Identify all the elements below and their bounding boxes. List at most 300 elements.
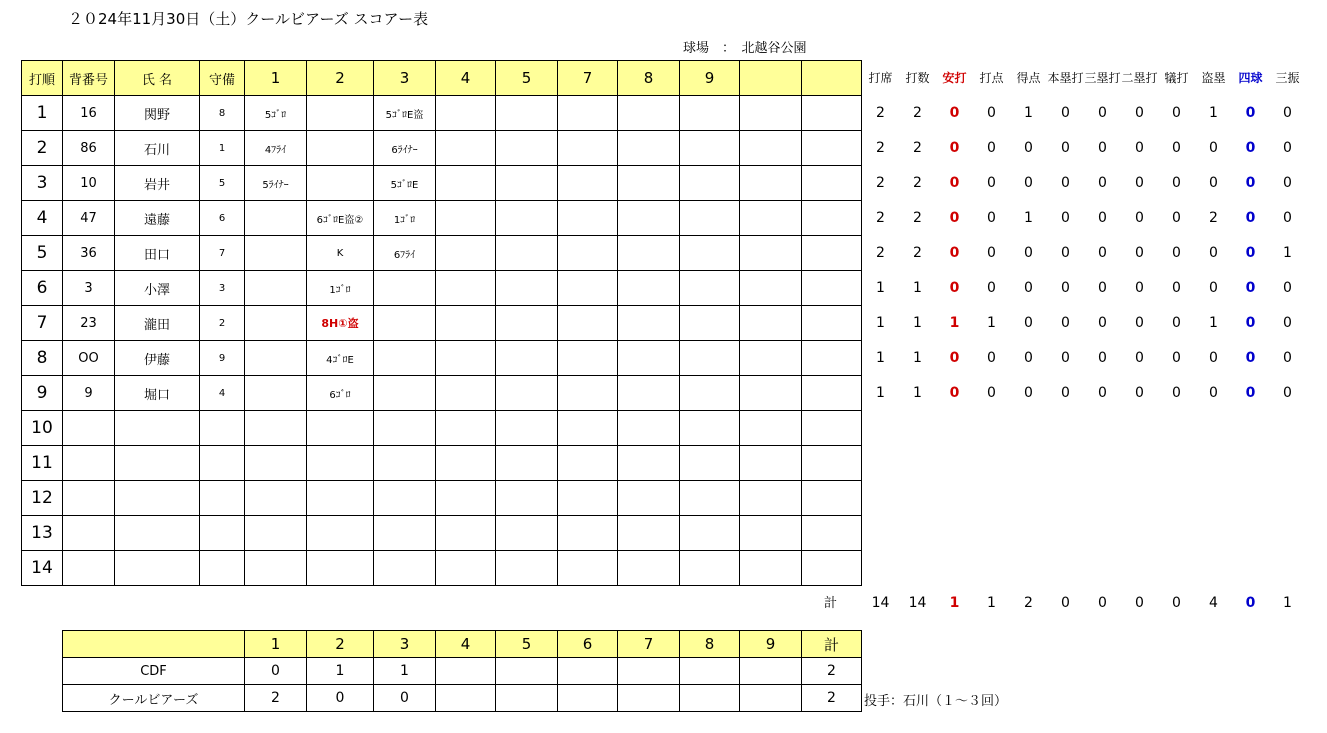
line-header-cell: 4 bbox=[436, 631, 496, 658]
stats-cell: 2 bbox=[876, 139, 885, 156]
stats-cell: 0 bbox=[1209, 174, 1218, 191]
at-bat-result bbox=[618, 551, 680, 586]
uniform-number bbox=[63, 411, 115, 446]
uniform-number: OO bbox=[63, 341, 115, 376]
stats-cell: 0 bbox=[1245, 139, 1256, 156]
at-bat-result bbox=[618, 516, 680, 551]
stats-cell: 1 bbox=[913, 279, 922, 296]
line-header-cell: 5 bbox=[496, 631, 558, 658]
position bbox=[200, 411, 245, 446]
at-bat-result: 1ｺﾞﾛ bbox=[374, 201, 436, 236]
stats-cell: 0 bbox=[1024, 279, 1033, 296]
stats-cell: 0 bbox=[1024, 139, 1033, 156]
batter-row bbox=[22, 551, 862, 586]
stats-cell: 0 bbox=[1024, 314, 1033, 331]
inning-runs: 2 bbox=[245, 685, 307, 712]
at-bat-result bbox=[802, 341, 862, 376]
at-bat-result bbox=[802, 96, 862, 131]
at-bat-result bbox=[618, 236, 680, 271]
stats-cell: 0 bbox=[987, 384, 996, 401]
at-bat-result bbox=[740, 411, 802, 446]
at-bat-result bbox=[245, 446, 307, 481]
position: 7 bbox=[200, 236, 245, 271]
at-bat-result bbox=[558, 131, 618, 166]
at-bat-result bbox=[558, 166, 618, 201]
stats-cell: 0 bbox=[949, 279, 960, 296]
uniform-number: 23 bbox=[63, 306, 115, 341]
inning-runs bbox=[436, 658, 496, 685]
player-name bbox=[115, 446, 200, 481]
stats-cell: 1 bbox=[1209, 314, 1218, 331]
venue-label: 球場 ： 北越谷公園 bbox=[683, 41, 807, 56]
at-bat-result bbox=[680, 481, 740, 516]
stats-cell: 0 bbox=[1209, 349, 1218, 366]
stats-row bbox=[862, 130, 1306, 165]
stats-cell: 0 bbox=[1098, 174, 1107, 191]
position: 9 bbox=[200, 341, 245, 376]
at-bat-result bbox=[740, 376, 802, 411]
at-bat-result: 5ﾗｲﾅｰ bbox=[245, 166, 307, 201]
at-bat-result bbox=[496, 481, 558, 516]
stats-cell: 0 bbox=[1172, 244, 1181, 261]
at-bat-result bbox=[558, 306, 618, 341]
position: 8 bbox=[200, 96, 245, 131]
stats-cell: 2 bbox=[876, 244, 885, 261]
position: 1 bbox=[200, 131, 245, 166]
batter-row bbox=[22, 131, 862, 166]
stats-header-cell: 安打 bbox=[942, 71, 967, 85]
stats-header-cell: 得点 bbox=[1016, 71, 1041, 85]
pitcher-note: 投手：石川（１～３回） bbox=[864, 694, 1008, 709]
stats-spacer-row bbox=[862, 410, 1306, 445]
stats-cell: 0 bbox=[987, 174, 996, 191]
at-bat-result bbox=[307, 131, 374, 166]
at-bat-result bbox=[740, 341, 802, 376]
uniform-number bbox=[63, 551, 115, 586]
batter-row bbox=[22, 446, 862, 481]
stats-cell: 0 bbox=[1172, 279, 1181, 296]
stats-cell: 0 bbox=[1061, 174, 1070, 191]
at-bat-result bbox=[245, 201, 307, 236]
stats-cell: 0 bbox=[987, 349, 996, 366]
player-name bbox=[115, 411, 200, 446]
batting-order: 7 bbox=[22, 306, 63, 341]
stats-cell: 0 bbox=[987, 139, 996, 156]
score-header-cell: 1 bbox=[245, 61, 307, 96]
at-bat-result bbox=[802, 271, 862, 306]
batter-row bbox=[22, 411, 862, 446]
at-bat-result bbox=[496, 516, 558, 551]
at-bat-result bbox=[436, 201, 496, 236]
batting-order: 2 bbox=[22, 131, 63, 166]
stats-cell: 0 bbox=[1172, 384, 1181, 401]
stats-row bbox=[862, 375, 1306, 410]
at-bat-result bbox=[680, 551, 740, 586]
stats-header-cell: 三振 bbox=[1275, 71, 1300, 85]
stats-spacer-row bbox=[862, 480, 1306, 515]
stats-spacer-row bbox=[862, 550, 1306, 585]
stats-cell: 2 bbox=[913, 209, 922, 226]
stats-cell: 0 bbox=[949, 384, 960, 401]
position: 4 bbox=[200, 376, 245, 411]
at-bat-result bbox=[245, 341, 307, 376]
score-header-cell: 8 bbox=[618, 61, 680, 96]
stats-cell: 0 bbox=[1061, 244, 1070, 261]
stats-row bbox=[862, 165, 1306, 200]
at-bat-result: 5ｺﾞﾛE bbox=[374, 166, 436, 201]
batter-row bbox=[22, 306, 862, 341]
stats-cell: 0 bbox=[1172, 104, 1181, 121]
inning-runs: 0 bbox=[307, 685, 374, 712]
score-header-cell: 4 bbox=[436, 61, 496, 96]
at-bat-result bbox=[618, 271, 680, 306]
score-header-cell: 9 bbox=[680, 61, 740, 96]
uniform-number: 36 bbox=[63, 236, 115, 271]
stats-total-cell: 0 bbox=[1135, 594, 1144, 611]
score-header-cell: 打順 bbox=[22, 61, 63, 96]
stats-cell: 0 bbox=[1283, 139, 1292, 156]
inning-runs bbox=[740, 658, 802, 685]
batter-row bbox=[22, 516, 862, 551]
at-bat-result bbox=[307, 481, 374, 516]
stats-cell: 0 bbox=[1245, 174, 1256, 191]
stats-header-cell: 打点 bbox=[979, 71, 1004, 85]
stats-cell: 0 bbox=[1245, 349, 1256, 366]
batting-order: 4 bbox=[22, 201, 63, 236]
position bbox=[200, 446, 245, 481]
at-bat-result bbox=[802, 201, 862, 236]
batter-row bbox=[22, 271, 862, 306]
at-bat-result bbox=[496, 271, 558, 306]
batting-order: 14 bbox=[22, 551, 63, 586]
at-bat-result bbox=[307, 96, 374, 131]
stats-cell: 0 bbox=[1135, 314, 1144, 331]
at-bat-result bbox=[558, 341, 618, 376]
stats-cell: 1 bbox=[1024, 209, 1033, 226]
batter-row bbox=[22, 236, 862, 271]
at-bat-result bbox=[496, 166, 558, 201]
stats-cell: 0 bbox=[1245, 104, 1256, 121]
inning-runs bbox=[680, 685, 740, 712]
inning-runs bbox=[740, 685, 802, 712]
at-bat-result bbox=[245, 306, 307, 341]
stats-cell: 0 bbox=[1135, 174, 1144, 191]
position: 6 bbox=[200, 201, 245, 236]
at-bat-result bbox=[307, 166, 374, 201]
batter-row bbox=[22, 376, 862, 411]
stats-cell: 0 bbox=[1283, 314, 1292, 331]
stats-cell: 0 bbox=[1024, 349, 1033, 366]
score-header-cell: 背番号 bbox=[63, 61, 115, 96]
stats-row bbox=[862, 270, 1306, 305]
uniform-number: 86 bbox=[63, 131, 115, 166]
at-bat-result bbox=[558, 236, 618, 271]
at-bat-result bbox=[680, 236, 740, 271]
stats-cell: 0 bbox=[1061, 349, 1070, 366]
stats-cell: 1 bbox=[913, 314, 922, 331]
stats-cell: 0 bbox=[1098, 244, 1107, 261]
team-name: CDF bbox=[63, 658, 245, 685]
team-total: 2 bbox=[802, 658, 862, 685]
stats-cell: 2 bbox=[876, 209, 885, 226]
stats-cell: 1 bbox=[876, 279, 885, 296]
batter-row bbox=[22, 481, 862, 516]
batter-row bbox=[22, 96, 862, 131]
player-name: 石川 bbox=[115, 131, 200, 166]
stats-total-cell: 14 bbox=[871, 594, 890, 611]
stats-row bbox=[862, 200, 1306, 235]
score-header-cell bbox=[740, 61, 802, 96]
at-bat-result bbox=[740, 201, 802, 236]
at-bat-result bbox=[558, 96, 618, 131]
player-name bbox=[115, 481, 200, 516]
stats-cell: 2 bbox=[1209, 209, 1218, 226]
at-bat-result bbox=[558, 446, 618, 481]
stats-cell: 0 bbox=[987, 209, 996, 226]
stats-cell: 0 bbox=[1061, 104, 1070, 121]
at-bat-result bbox=[680, 271, 740, 306]
at-bat-result bbox=[436, 376, 496, 411]
at-bat-result bbox=[740, 516, 802, 551]
at-bat-result bbox=[558, 271, 618, 306]
at-bat-result bbox=[680, 341, 740, 376]
stats-cell: 0 bbox=[1024, 174, 1033, 191]
at-bat-result: 5ｺﾞﾛ bbox=[245, 96, 307, 131]
position: 5 bbox=[200, 166, 245, 201]
at-bat-result bbox=[436, 341, 496, 376]
at-bat-result bbox=[802, 411, 862, 446]
at-bat-result bbox=[245, 551, 307, 586]
stats-header-cell: 打席 bbox=[868, 71, 893, 85]
uniform-number: 9 bbox=[63, 376, 115, 411]
stats-total-cell: 1 bbox=[1283, 594, 1292, 611]
stats-cell: 0 bbox=[1209, 139, 1218, 156]
at-bat-result: 6ﾗｲﾅｰ bbox=[374, 131, 436, 166]
at-bat-result bbox=[496, 131, 558, 166]
stats-cell: 0 bbox=[949, 209, 960, 226]
at-bat-result bbox=[680, 516, 740, 551]
stats-total-cell: 1 bbox=[949, 594, 960, 611]
stats-cell: 1 bbox=[1283, 244, 1292, 261]
stats-cell: 0 bbox=[1245, 244, 1256, 261]
stats-cell: 0 bbox=[1135, 349, 1144, 366]
position: 3 bbox=[200, 271, 245, 306]
inning-runs: 1 bbox=[374, 658, 436, 685]
stats-cell: 0 bbox=[1135, 384, 1144, 401]
at-bat-result bbox=[436, 516, 496, 551]
stats-cell: 0 bbox=[1283, 384, 1292, 401]
stats-cell: 0 bbox=[1172, 139, 1181, 156]
at-bat-result bbox=[618, 96, 680, 131]
inning-runs bbox=[618, 658, 680, 685]
at-bat-result bbox=[307, 411, 374, 446]
at-bat-result bbox=[558, 376, 618, 411]
stats-cell: 0 bbox=[1209, 244, 1218, 261]
at-bat-result bbox=[558, 481, 618, 516]
stats-cell: 2 bbox=[913, 104, 922, 121]
at-bat-result bbox=[374, 516, 436, 551]
stats-cell: 0 bbox=[1283, 349, 1292, 366]
at-bat-result bbox=[680, 201, 740, 236]
stats-cell: 1 bbox=[876, 349, 885, 366]
at-bat-result bbox=[374, 481, 436, 516]
at-bat-result bbox=[496, 411, 558, 446]
at-bat-result bbox=[740, 96, 802, 131]
at-bat-result bbox=[680, 411, 740, 446]
at-bat-result bbox=[740, 551, 802, 586]
line-team-row bbox=[63, 658, 862, 685]
at-bat-result bbox=[496, 236, 558, 271]
at-bat-result bbox=[245, 376, 307, 411]
at-bat-result bbox=[558, 201, 618, 236]
at-bat-result bbox=[558, 551, 618, 586]
stats-cell: 0 bbox=[987, 244, 996, 261]
at-bat-result: 4ｺﾞﾛE bbox=[307, 341, 374, 376]
at-bat-result: K bbox=[307, 236, 374, 271]
score-header-cell: 氏 名 bbox=[115, 61, 200, 96]
stats-cell: 0 bbox=[1061, 279, 1070, 296]
stats-cell: 0 bbox=[1209, 279, 1218, 296]
at-bat-result bbox=[740, 236, 802, 271]
uniform-number: 10 bbox=[63, 166, 115, 201]
stats-row bbox=[862, 235, 1306, 270]
at-bat-result: 6ﾌﾗｲ bbox=[374, 236, 436, 271]
stats-total-cell: 0 bbox=[1245, 594, 1256, 611]
at-bat-result bbox=[680, 376, 740, 411]
totals-label: 計 bbox=[824, 596, 838, 611]
at-bat-result: 5ｺﾞﾛE盗 bbox=[374, 96, 436, 131]
at-bat-result bbox=[740, 481, 802, 516]
stats-cell: 1 bbox=[913, 384, 922, 401]
player-name: 関野 bbox=[115, 96, 200, 131]
line-header-cell: 計 bbox=[802, 631, 862, 658]
stats-cell: 1 bbox=[1209, 104, 1218, 121]
at-bat-result bbox=[436, 96, 496, 131]
at-bat-result bbox=[245, 481, 307, 516]
at-bat-result bbox=[374, 446, 436, 481]
inning-runs bbox=[558, 685, 618, 712]
team-total: 2 bbox=[802, 685, 862, 712]
at-bat-result bbox=[618, 131, 680, 166]
batter-row bbox=[22, 166, 862, 201]
player-name: 遠藤 bbox=[115, 201, 200, 236]
at-bat-result bbox=[802, 446, 862, 481]
stats-table bbox=[862, 60, 1306, 620]
stats-cell: 0 bbox=[1172, 314, 1181, 331]
stats-cell: 2 bbox=[913, 139, 922, 156]
stats-cell: 0 bbox=[1283, 104, 1292, 121]
at-bat-result bbox=[496, 96, 558, 131]
stats-cell: 0 bbox=[949, 104, 960, 121]
batting-order: 9 bbox=[22, 376, 63, 411]
stats-cell: 0 bbox=[1283, 209, 1292, 226]
stats-cell: 2 bbox=[913, 174, 922, 191]
player-name: 伊藤 bbox=[115, 341, 200, 376]
line-team-row bbox=[63, 685, 862, 712]
stats-cell: 0 bbox=[1024, 244, 1033, 261]
score-header-cell: 3 bbox=[374, 61, 436, 96]
stats-header-cell: 三塁打 bbox=[1084, 71, 1121, 85]
stats-total-cell: 0 bbox=[1098, 594, 1107, 611]
stats-cell: 0 bbox=[1172, 174, 1181, 191]
at-bat-result bbox=[618, 376, 680, 411]
stats-header-cell: 打数 bbox=[905, 71, 930, 85]
batting-order: 11 bbox=[22, 446, 63, 481]
stats-cell: 0 bbox=[1061, 384, 1070, 401]
stats-spacer-row bbox=[862, 445, 1306, 480]
stats-total-cell: 1 bbox=[987, 594, 996, 611]
at-bat-result bbox=[374, 306, 436, 341]
at-bat-result bbox=[802, 516, 862, 551]
at-bat-result: 4ﾌﾗｲ bbox=[245, 131, 307, 166]
position bbox=[200, 481, 245, 516]
stats-cell: 0 bbox=[987, 279, 996, 296]
page-title: ２０24年11月30日（土）クールビアーズ スコアー表 bbox=[68, 10, 429, 28]
at-bat-result bbox=[680, 166, 740, 201]
stats-header-cell: 四球 bbox=[1238, 71, 1263, 85]
at-bat-result bbox=[496, 446, 558, 481]
score-header-cell bbox=[802, 61, 862, 96]
at-bat-result bbox=[618, 411, 680, 446]
uniform-number: 47 bbox=[63, 201, 115, 236]
line-header-cell: 1 bbox=[245, 631, 307, 658]
at-bat-result bbox=[740, 166, 802, 201]
stats-cell: 1 bbox=[1024, 104, 1033, 121]
player-name: 岩井 bbox=[115, 166, 200, 201]
player-name: 瀧田 bbox=[115, 306, 200, 341]
stats-cell: 0 bbox=[1098, 314, 1107, 331]
at-bat-result bbox=[802, 481, 862, 516]
batting-order: 5 bbox=[22, 236, 63, 271]
at-bat-result bbox=[618, 341, 680, 376]
stats-row bbox=[862, 95, 1306, 130]
at-bat-result bbox=[245, 271, 307, 306]
stats-cell: 0 bbox=[1135, 209, 1144, 226]
stats-cell: 0 bbox=[949, 174, 960, 191]
at-bat-result: 6ｺﾞﾛE盗② bbox=[307, 201, 374, 236]
at-bat-result bbox=[436, 411, 496, 446]
stats-cell: 0 bbox=[949, 244, 960, 261]
line-header-row bbox=[63, 631, 862, 658]
uniform-number bbox=[63, 516, 115, 551]
at-bat-result bbox=[436, 236, 496, 271]
at-bat-result bbox=[436, 481, 496, 516]
inning-runs bbox=[558, 658, 618, 685]
score-header-cell: 守備 bbox=[200, 61, 245, 96]
at-bat-result bbox=[618, 166, 680, 201]
stats-header-cell: 犠打 bbox=[1164, 71, 1189, 85]
at-bat-result bbox=[558, 516, 618, 551]
inning-runs bbox=[618, 685, 680, 712]
at-bat-result bbox=[245, 411, 307, 446]
at-bat-result bbox=[436, 306, 496, 341]
line-header-cell bbox=[63, 631, 245, 658]
stats-cell: 0 bbox=[1098, 104, 1107, 121]
position: 2 bbox=[200, 306, 245, 341]
at-bat-result bbox=[374, 551, 436, 586]
stats-header-cell: 二塁打 bbox=[1121, 71, 1158, 85]
at-bat-result bbox=[680, 306, 740, 341]
stats-total-cell: 2 bbox=[1024, 594, 1033, 611]
at-bat-result bbox=[618, 446, 680, 481]
at-bat-result bbox=[374, 376, 436, 411]
at-bat-result bbox=[307, 516, 374, 551]
batting-order: 6 bbox=[22, 271, 63, 306]
batting-order: 8 bbox=[22, 341, 63, 376]
uniform-number: 3 bbox=[63, 271, 115, 306]
score-header-cell: 2 bbox=[307, 61, 374, 96]
stats-total-cell: 0 bbox=[1061, 594, 1070, 611]
